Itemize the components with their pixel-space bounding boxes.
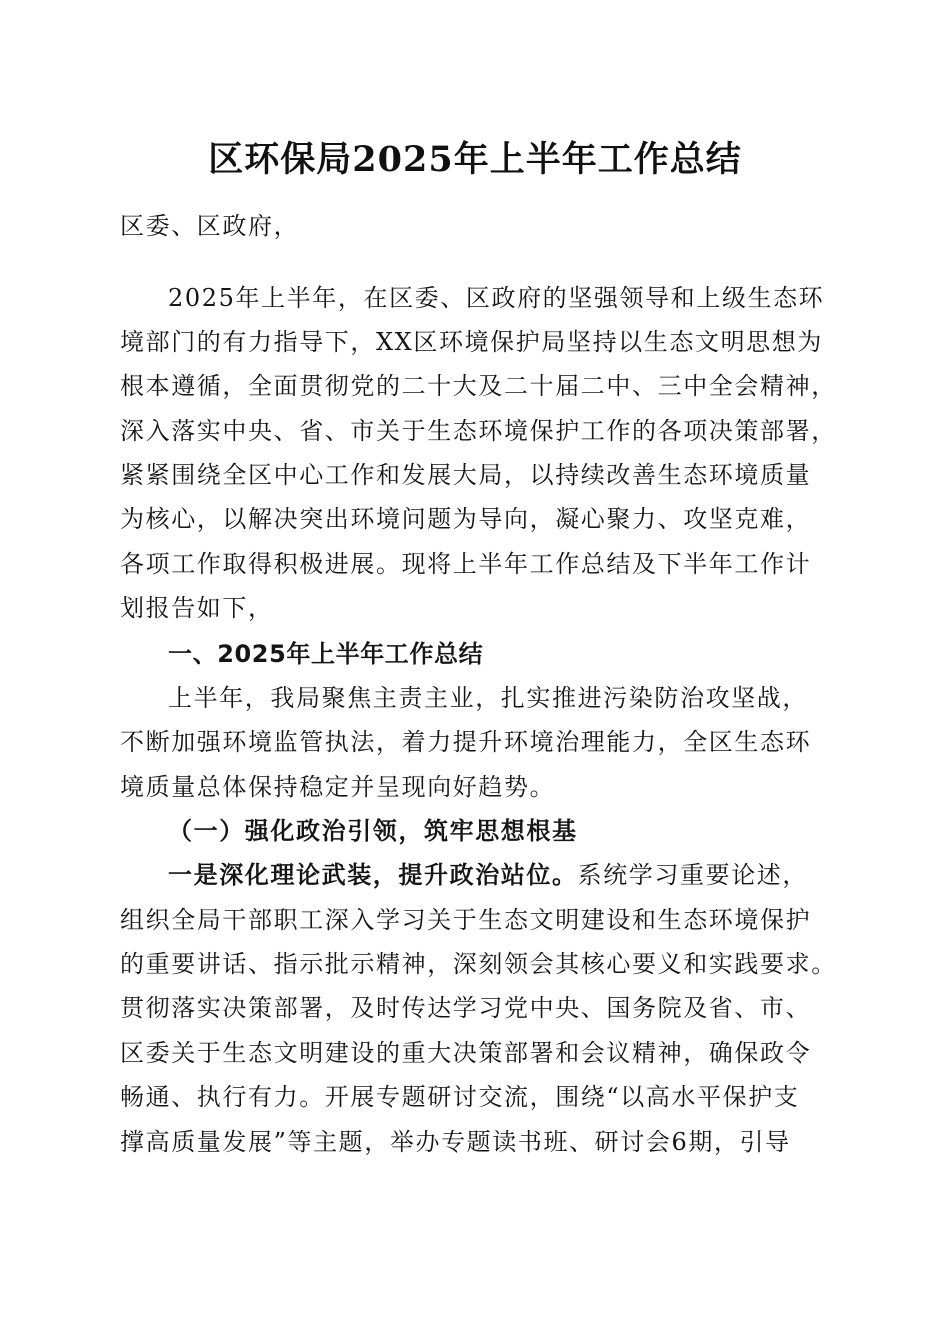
section-paragraph-line: 不断加强环境监管执法，着力提升环境治理能力，全区生态环 [120, 728, 812, 756]
item-paragraph-line: 组织全局干部职工深入学习关于生态文明建设和生态环境保护 [120, 906, 812, 934]
intro-line: 紧紧围绕全区中心工作和发展大局，以持续改善生态环境质量 [120, 461, 812, 489]
subsection-heading: （一）强化政治引领，筑牢思想根基 [168, 816, 578, 845]
intro-line: 根本遵循，全面贯彻党的二十大及二十届二中、三中全会精神， [120, 372, 837, 400]
document-title: 区环保局2025年上半年工作总结 [208, 139, 742, 180]
item-first-line [168, 853, 832, 897]
item-paragraph-line: 贯彻落实决策部署，及时传达学习党中央、国务院及省、市、 [120, 994, 812, 1022]
salutation: 区委、区政府， [120, 212, 300, 240]
intro-line: 深入落实中央、省、市关于生态环境保护工作的各项决策部署， [120, 417, 837, 445]
section-paragraph-line: 境质量总体保持稳定并呈现向好趋势。 [120, 773, 556, 801]
intro-line: 2025年上半年，在区委、区政府的坚强领导和上级生态环 [168, 284, 825, 312]
intro-line: 各项工作取得积极进展。现将上半年工作总结及下半年工作计 [120, 550, 812, 578]
item-paragraph-line: 区委关于生态文明建设的重大决策部署和会议精神，确保政令 [120, 1039, 812, 1067]
section-heading: 一、2025年上半年工作总结 [168, 640, 484, 668]
section-paragraph-line: 上半年，我局聚焦主责主业，扎实推进污染防治攻坚战， [168, 684, 808, 712]
item-paragraph-line: 撑高质量发展”等主题，举办专题读书班、研讨会6期，引导 [120, 1128, 791, 1156]
item-first-rest: 系统学习重要论述， [577, 861, 809, 889]
intro-line: 境部门的有力指导下，XX区环境保护局坚持以生态文明思想为 [120, 328, 823, 356]
intro-line: 为核心，以解决突出环境问题为导向，凝心聚力、攻坚克难， [120, 505, 812, 533]
intro-line: 划报告如下， [120, 594, 274, 622]
item-paragraph-line: 的重要讲话、指示批示精神，深刻领会其核心要义和实践要求。 [120, 950, 837, 978]
item-lead: 一是深化理论武装，提升政治站位。 [168, 860, 578, 889]
item-paragraph-line: 畅通、执行有力。开展专题研讨交流，围绕“以高水平保护支 [120, 1083, 800, 1111]
